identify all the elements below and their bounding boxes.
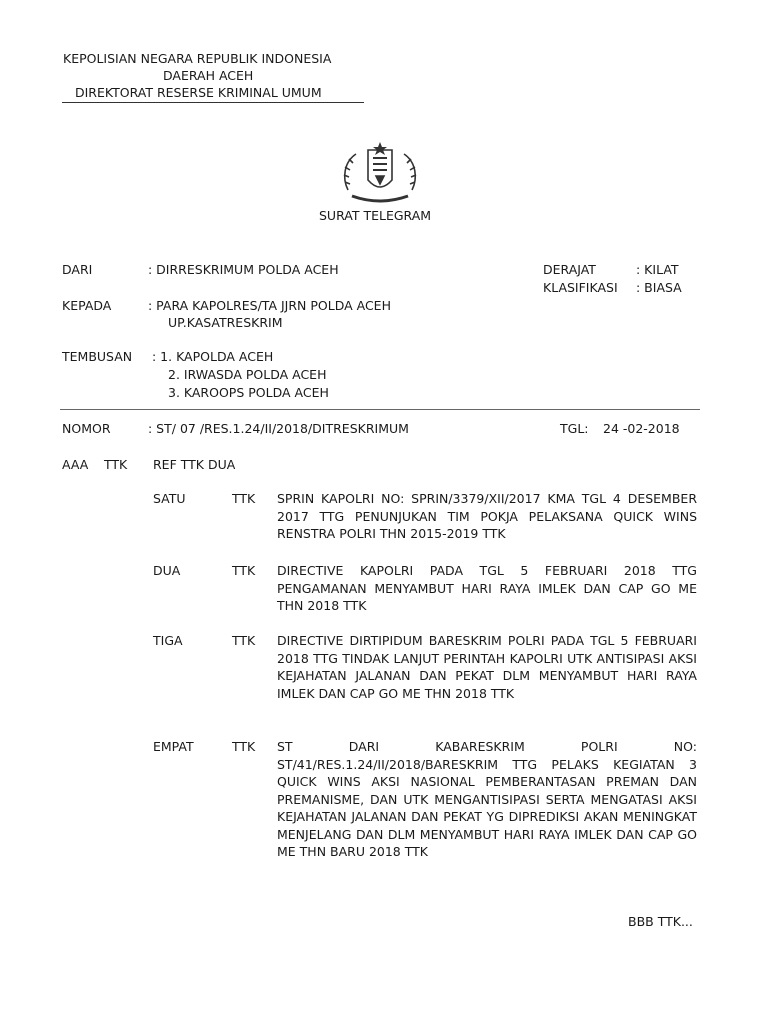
header-underline xyxy=(62,102,364,103)
document-title: SURAT TELEGRAM xyxy=(319,208,432,223)
kepada-label: KEPADA xyxy=(62,298,112,313)
point-ttk-empat: TTK xyxy=(232,739,256,754)
header-line-3: DIREKTORAT RESERSE KRIMINAL UMUM xyxy=(75,85,322,100)
tembusan-item-1: : 1. KAPOLDA ACEH xyxy=(152,349,274,364)
point-label-tiga: TIGA xyxy=(153,633,183,648)
tembusan-label: TEMBUSAN xyxy=(62,349,133,364)
point-text-dua: DIRECTIVE KAPOLRI PADA TGL 5 FEBRUARI 2018 TTG PENGAMANAN MENYAMBUT HARI RAYA IMLEK DAN CAP GO ME THN 2018 TTK xyxy=(277,563,697,613)
point-label-satu: SATU xyxy=(153,491,186,506)
klasifikasi-label: KLASIFIKASI xyxy=(543,280,618,295)
tgl-value: 24 -02-2018 xyxy=(603,421,680,436)
header-line-2: DAERAH ACEH xyxy=(163,68,254,83)
point-label-empat: EMPAT xyxy=(153,739,194,754)
continuation-note: BBB TTK... xyxy=(628,914,693,929)
derajat-label: DERAJAT xyxy=(543,262,596,277)
nomor-value: : ST/ 07 /RES.1.24/II/2018/DITRESKRIMUM xyxy=(148,421,409,436)
kepada-value-1: : PARA KAPOLRES/TA JJRN POLDA ACEH xyxy=(148,298,391,313)
tgl-label: TGL: xyxy=(560,421,589,436)
ref-aaa: AAA xyxy=(62,457,89,472)
police-emblem-icon xyxy=(338,140,422,206)
point-text-tiga: DIRECTIVE DIRTIPIDUM BARESKRIM POLRI PADA TGL 5 FEBRUARI 2018 TTG TINDAK LANJUT PERINTAH KAPOLRI UTK ANTISIPASI AKSI KEJAHATAN JALANAN DAN PEKAT DLM MENYAMBUT HARI RAYA IMLEK DAN CAP GO ME THN 2018 TTK xyxy=(277,633,697,701)
dari-value: : DIRRESKRIMUM POLDA ACEH xyxy=(148,262,339,277)
tembusan-item-3: 3. KAROOPS POLDA ACEH xyxy=(168,385,329,400)
point-text-satu: SPRIN KAPOLRI NO: SPRIN/3379/XII/2017 KMA TGL 4 DESEMBER 2017 TTG PENUNJUKAN TIM POKJA PELAKSANA QUICK WINS RENSTRA POLRI THN 2015-2019 TTK xyxy=(277,491,697,541)
point-ttk-satu: TTK xyxy=(232,491,256,506)
header-line-1: KEPOLISIAN NEGARA REPUBLIK INDONESIA xyxy=(63,51,332,66)
dari-label: DARI xyxy=(62,262,93,277)
point-text-empat: ST DARI KABARESKRIM POLRI NO: ST/41/RES.1.24/II/2018/BARESKRIM TTG PELAKS KEGIATAN 3 QUICK WINS AKSI NASIONAL PEMBERANTASAN PREMAN DAN PREMANISME, DAN UTK MENGANTISIPASI SERTA MENGATASI AKSI KEJAHATAN JALANAN DAN PEKAT YG DIPREDIKSI AKAN MENINGKAT MENJELANG DAN DLM MENYAMBUT HARI RAYA IMLEK DAN CAP GO ME THN BARU 2018 TTK xyxy=(277,739,697,859)
nomor-label: NOMOR xyxy=(62,421,111,436)
point-label-dua: DUA xyxy=(153,563,181,578)
klasifikasi-value: : BIASA xyxy=(636,280,682,295)
point-ttk-dua: TTK xyxy=(232,563,256,578)
derajat-value: : KILAT xyxy=(636,262,679,277)
ref-ttk: TTK xyxy=(104,457,128,472)
divider xyxy=(60,409,700,410)
ref-text: REF TTK DUA xyxy=(153,457,236,472)
kepada-value-2: UP.KASATRESKRIM xyxy=(168,315,283,330)
point-ttk-tiga: TTK xyxy=(232,633,256,648)
tembusan-item-2: 2. IRWASDA POLDA ACEH xyxy=(168,367,327,382)
